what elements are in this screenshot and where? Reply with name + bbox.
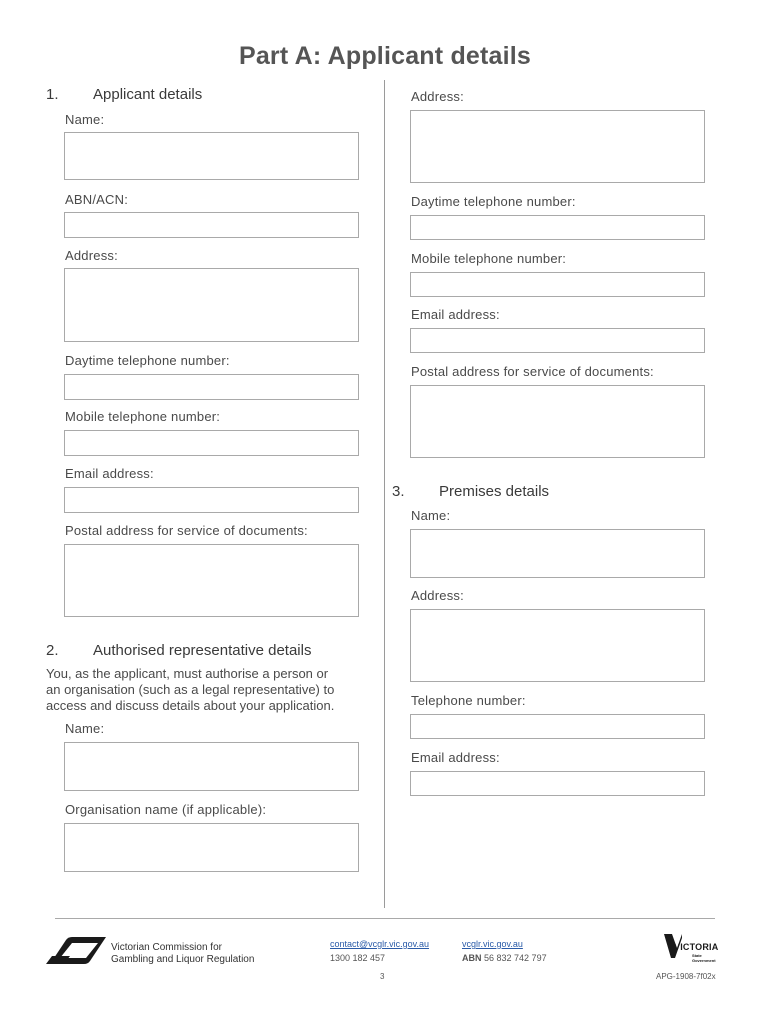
premises-name-field[interactable]: [410, 529, 705, 578]
page-number: 3: [380, 972, 385, 981]
website-link[interactable]: vcglr.vic.gov.au: [462, 939, 523, 949]
premises-email-label: Email address:: [411, 750, 500, 765]
rep-name-label: Name:: [65, 721, 105, 736]
victoria-sub-line-1: State: [692, 953, 702, 958]
applicant-email-field[interactable]: [64, 487, 359, 513]
vcglr-org-line-1: Victorian Commission for: [111, 942, 222, 953]
abn-value: 56 832 742 797: [484, 953, 547, 963]
rep-mobile-phone-field[interactable]: [410, 272, 705, 297]
vcglr-org-name: [111, 942, 254, 966]
applicant-name-field[interactable]: [64, 132, 359, 180]
applicant-postal-field[interactable]: [64, 544, 359, 617]
footer-rule: [55, 918, 715, 919]
applicant-mobile-phone-label: Mobile telephone number:: [65, 409, 221, 424]
section-2-number: 2.: [46, 642, 59, 659]
rep-postal-label: Postal address for service of documents:: [411, 364, 654, 379]
section-2-title: Authorised representative details: [93, 642, 312, 659]
section-1-number: 1.: [46, 86, 59, 103]
applicant-abn-field[interactable]: [64, 212, 359, 238]
rep-email-field[interactable]: [410, 328, 705, 353]
rep-org-field[interactable]: [64, 823, 359, 872]
rep-address-label: Address:: [411, 89, 464, 104]
premises-address-field[interactable]: [410, 609, 705, 682]
rep-name-field[interactable]: [64, 742, 359, 791]
applicant-name-label: Name:: [65, 112, 105, 127]
premises-phone-label: Telephone number:: [411, 693, 526, 708]
footer-website[interactable]: [462, 939, 523, 949]
vcglr-logo-icon: [46, 934, 108, 966]
rep-postal-field[interactable]: [410, 385, 705, 458]
victoria-logo: [664, 934, 724, 964]
abn-label: ABN: [462, 953, 482, 963]
footer-phone: 1300 182 457: [330, 953, 386, 963]
form-code: APG-1908-7f02x: [656, 972, 716, 981]
rep-daytime-phone-field[interactable]: [410, 215, 705, 240]
victoria-subtext: [692, 953, 716, 963]
applicant-postal-label: Postal address for service of documents:: [65, 523, 308, 538]
contact-email-link[interactable]: contact@vcglr.vic.gov.au: [330, 939, 430, 949]
section-1-title: Applicant details: [93, 86, 203, 103]
premises-address-label: Address:: [411, 588, 464, 603]
premises-email-field[interactable]: [410, 771, 705, 796]
section-3-title: Premises details: [439, 483, 550, 500]
applicant-daytime-phone-label: Daytime telephone number:: [65, 353, 230, 368]
victoria-wordmark: VICTORIA: [674, 942, 719, 952]
applicant-address-label: Address:: [65, 248, 118, 263]
applicant-email-label: Email address:: [65, 466, 154, 481]
rep-address-field[interactable]: [410, 110, 705, 183]
applicant-daytime-phone-field[interactable]: [64, 374, 359, 400]
rep-email-label: Email address:: [411, 307, 500, 322]
applicant-mobile-phone-field[interactable]: [64, 430, 359, 456]
footer-contact-email[interactable]: [330, 939, 429, 949]
footer-abn: [462, 953, 547, 963]
column-divider: [384, 80, 385, 908]
section-2-intro-line-2: an organisation (such as a legal representative) to: [46, 682, 335, 697]
victoria-sub-line-2: Government: [692, 958, 716, 963]
premises-name-label: Name:: [411, 508, 451, 523]
applicant-abn-label: ABN/ACN:: [65, 192, 129, 207]
section-2-intro-line-3: access and discuss details about your application.: [46, 698, 335, 713]
rep-org-label: Organisation name (if applicable):: [65, 802, 267, 817]
vcglr-org-line-2: Gambling and Liquor Regulation: [111, 954, 255, 965]
page-title: Part A: Applicant details: [238, 42, 532, 70]
applicant-address-field[interactable]: [64, 268, 359, 342]
premises-phone-field[interactable]: [410, 714, 705, 739]
rep-mobile-phone-label: Mobile telephone number:: [411, 251, 567, 266]
section-3-number: 3.: [392, 483, 405, 500]
section-2-intro: [46, 666, 376, 714]
section-2-intro-line-1: You, as the applicant, must authorise a person or: [46, 666, 329, 681]
rep-daytime-phone-label: Daytime telephone number:: [411, 194, 576, 209]
